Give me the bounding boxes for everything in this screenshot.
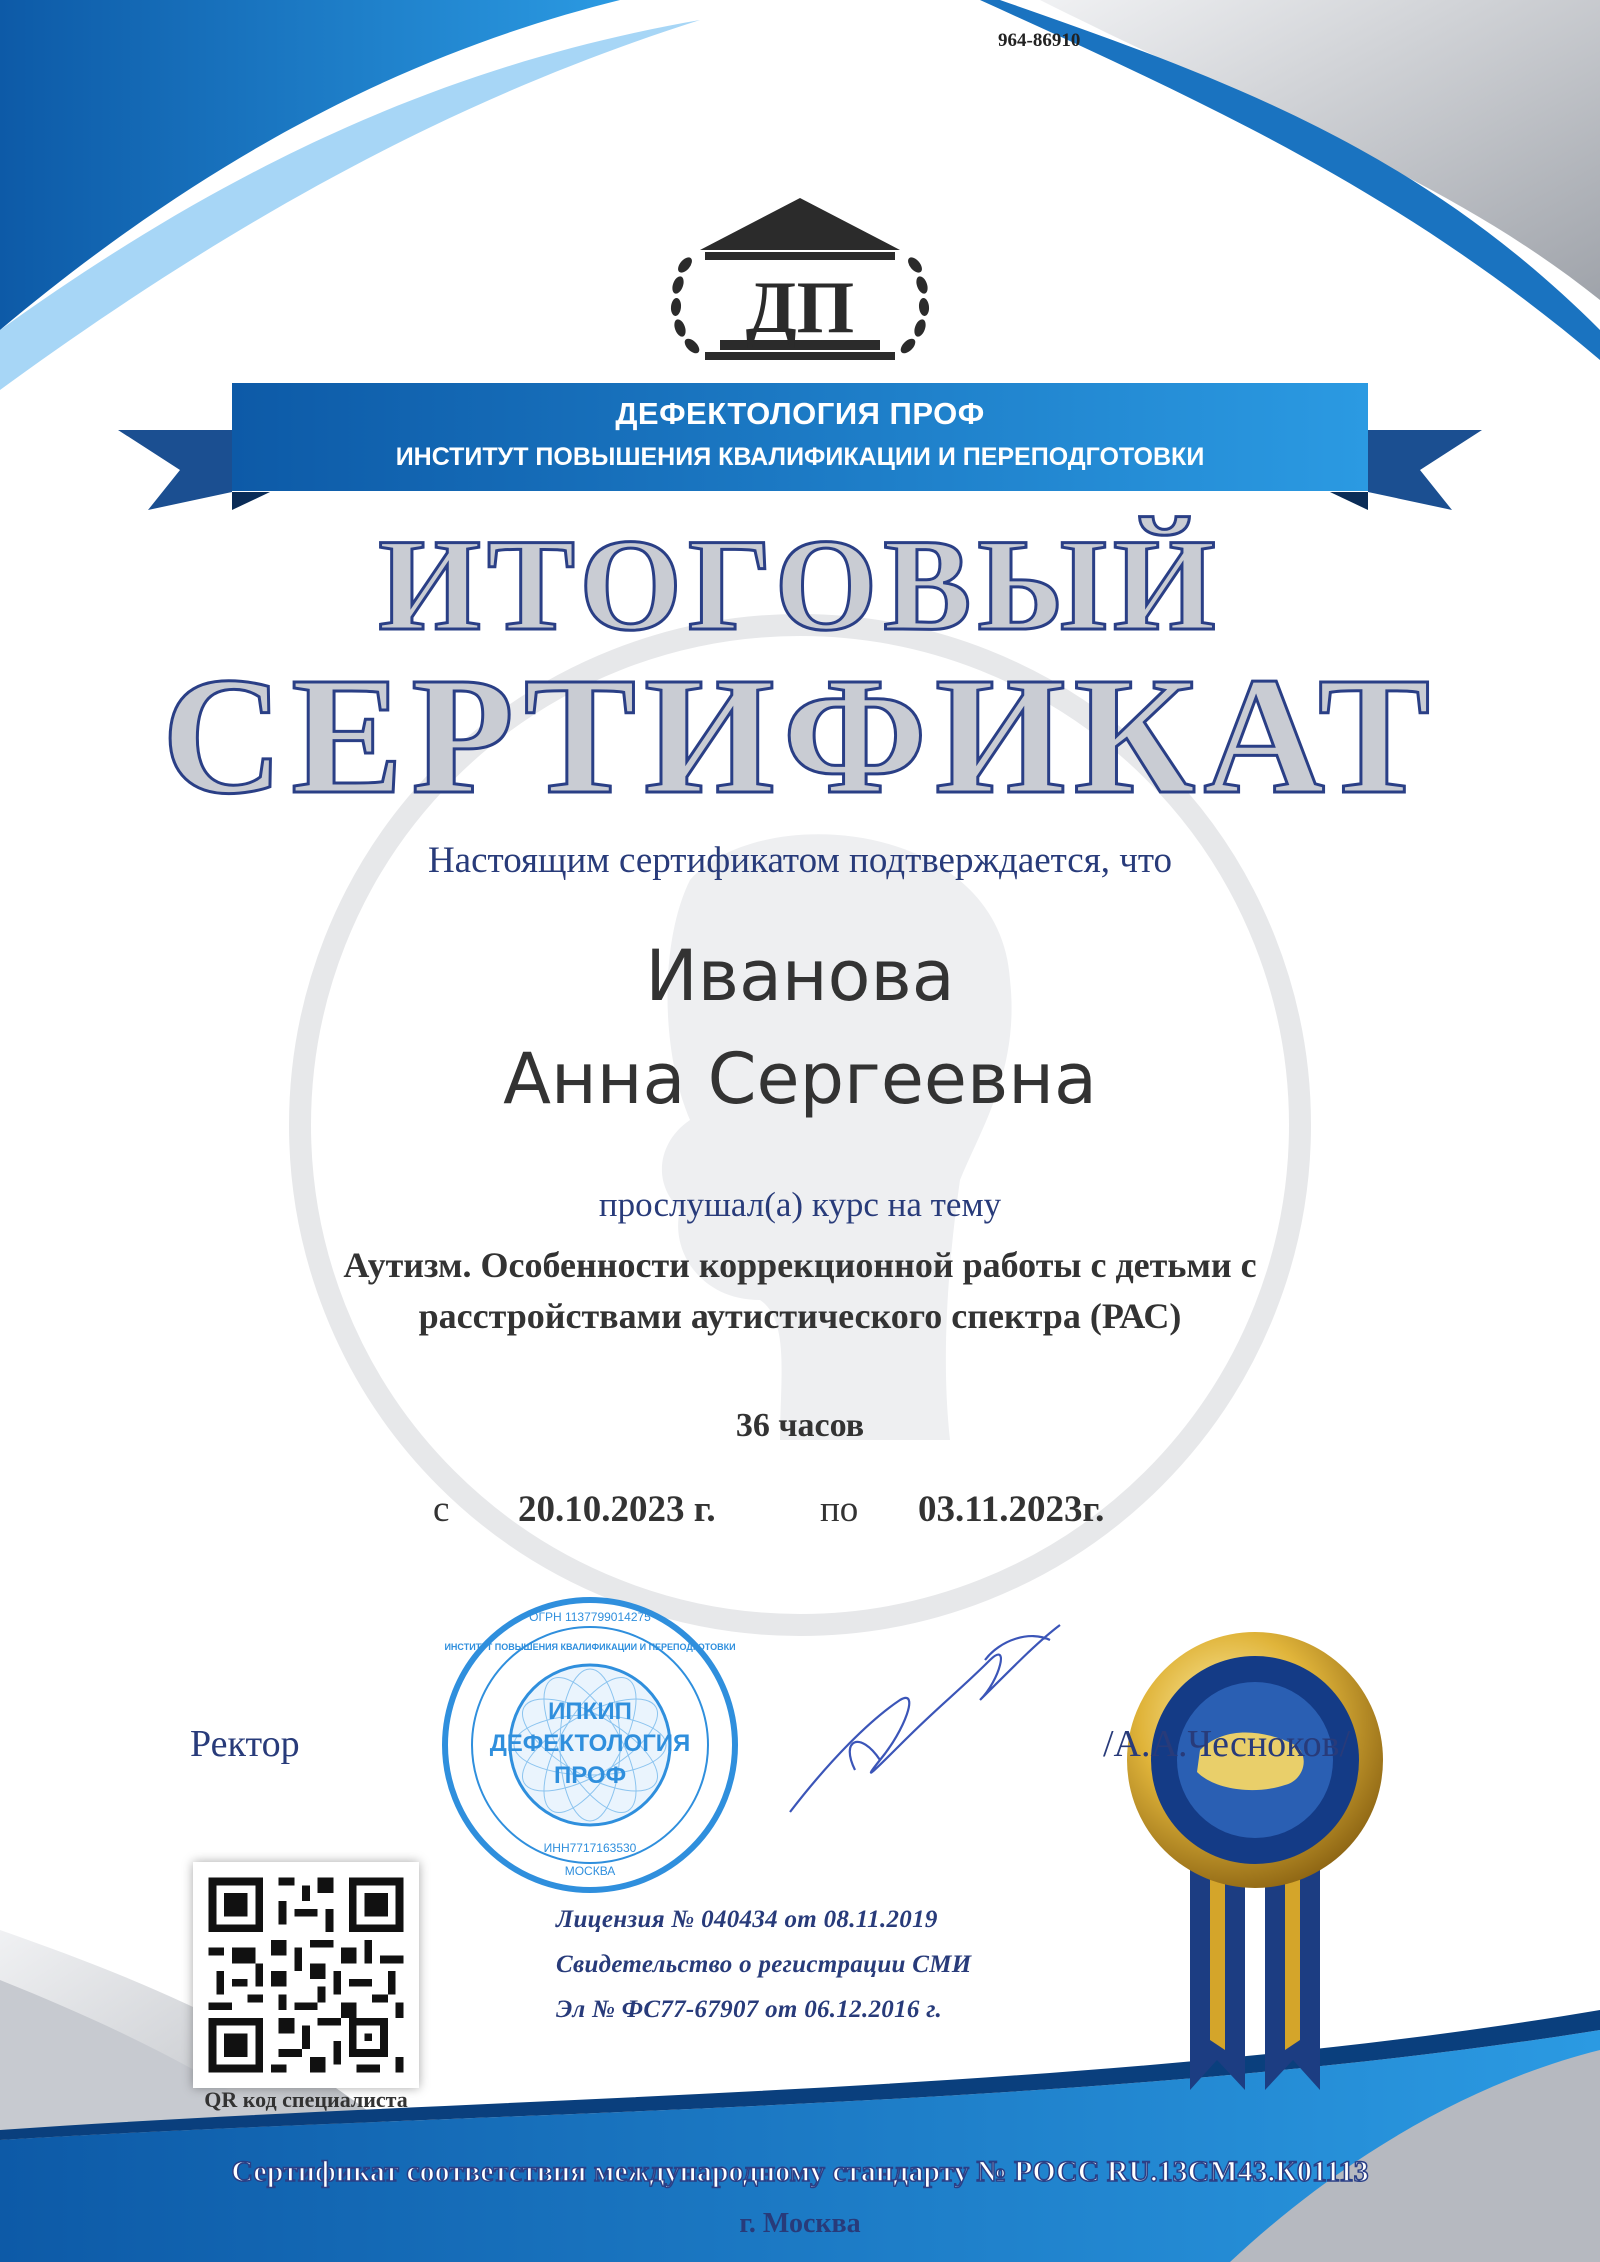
banner-title: ДЕФЕКТОЛОГИЯ ПРОФ: [615, 396, 985, 431]
stamp-center-3: ПРОФ: [553, 1762, 627, 1789]
svg-text:ДП: ДП: [745, 267, 855, 349]
heading-line-2: СЕРТИФИКАТ: [161, 643, 1439, 829]
stamp-ogrn: ОГРН 1137799014275: [529, 1610, 651, 1624]
city: г. Москва: [739, 2208, 861, 2239]
logo: [670, 198, 930, 360]
license-line-3: Эл № ФС77-67907 от 06.12.2016 г.: [556, 1996, 943, 2023]
date-to: 03.11.2023г.: [918, 1489, 1105, 1530]
banner-subtitle: ИНСТИТУТ ПОВЫШЕНИЯ КВАЛИФИКАЦИИ И ПЕРЕПОДГОТОВКИ: [395, 443, 1205, 471]
stamp-center-1: ИПКИП: [548, 1698, 632, 1725]
standard-certificate: Сертификат соответствия международному стандарту № РОСС RU.13СМ43.К01113: [231, 2155, 1369, 2188]
date-to-label: по: [820, 1489, 859, 1530]
qr-code-icon: [193, 1862, 419, 2088]
serial-number: 964-86910: [998, 30, 1081, 51]
heading-line-1: ИТОГОВЫЙ: [378, 511, 1222, 658]
license-line-1: Лицензия № 040434 от 08.11.2019: [556, 1906, 938, 1933]
recipient-given-names: Анна Сергеевна: [503, 1038, 1097, 1120]
date-from-label: с: [433, 1489, 450, 1530]
gold-seal: [1127, 1632, 1383, 2090]
qr-code[interactable]: [193, 1862, 419, 2088]
qr-label: QR код специалиста: [204, 2087, 408, 2112]
stamp-city: МОСКВА: [564, 1864, 616, 1878]
course-line-2: расстройствами аутистического спектра (РАС): [418, 1296, 1182, 1336]
watermark-head: [662, 834, 1012, 1440]
date-from: 20.10.2023 г.: [518, 1489, 716, 1530]
course-hours: 36 часов: [735, 1407, 865, 1444]
signer-role: Ректор: [190, 1723, 300, 1765]
recipient-surname: Иванова: [645, 935, 955, 1017]
stamp-inn: ИНН7717163530: [543, 1841, 637, 1855]
course-line-1: Аутизм. Особенности коррекционной работы с детьми с: [343, 1245, 1257, 1285]
stamp: [444, 1600, 735, 1890]
course-title: [0, 1240, 1600, 1342]
stamp-ring-inner: ИНСТИТУТ ПОВЫШЕНИЯ КВАЛИФИКАЦИИ И ПЕРЕПОДГОТОВКИ: [444, 1642, 736, 1652]
intro-text: Настоящим сертификатом подтверждается, что: [427, 840, 1173, 881]
license-line-2: Свидетельство о регистрации СМИ: [556, 1951, 972, 1978]
signature: [790, 1625, 1060, 1812]
stamp-center-2: ДЕФЕКТОЛОГИЯ: [489, 1730, 691, 1757]
signer-name: /А.А.Чесноков/: [1103, 1723, 1351, 1765]
listened-text: прослушал(а) курс на тему: [598, 1185, 1002, 1224]
